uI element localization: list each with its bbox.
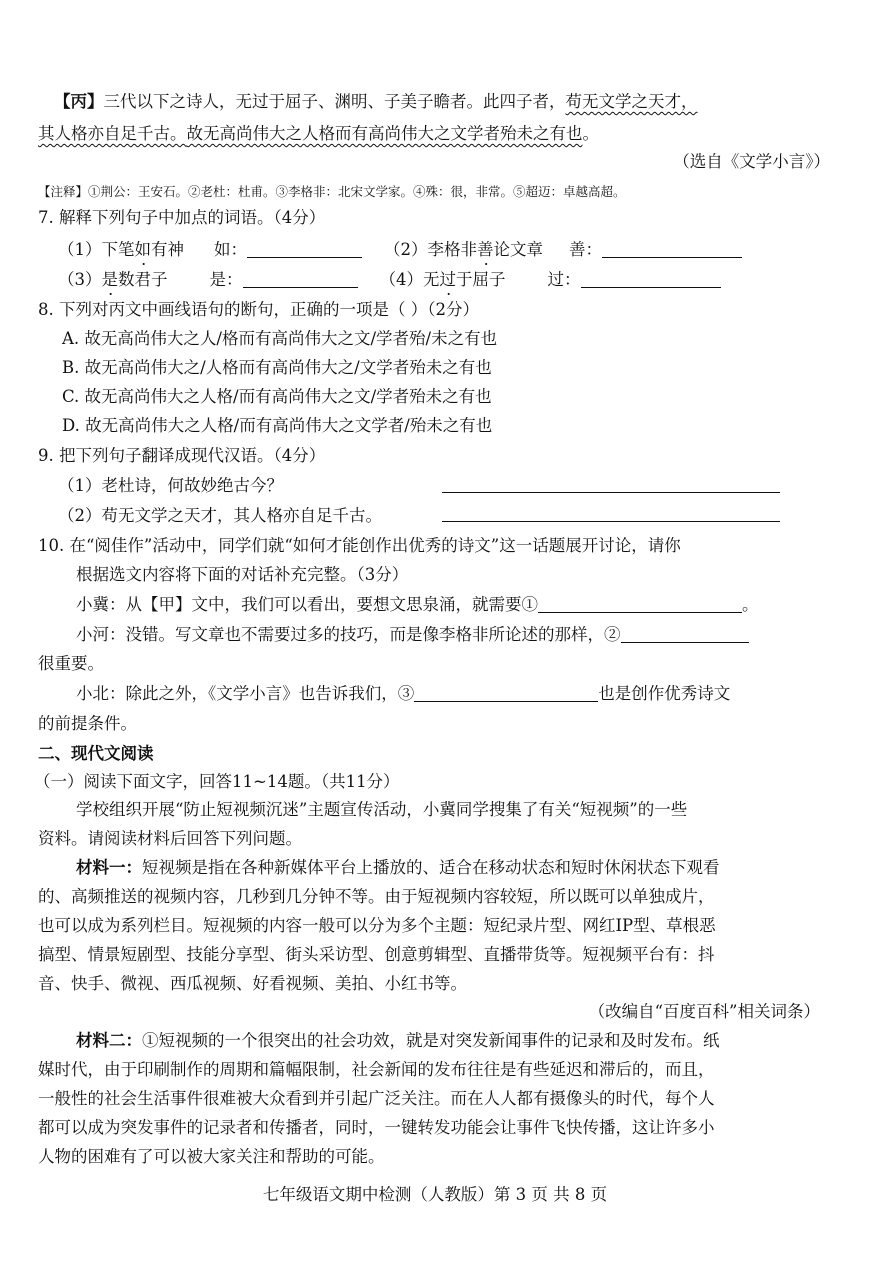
q7-row-1	[58, 238, 858, 262]
material-2-line-5: 人物的困难有了可以被大家关注和帮助的可能。	[38, 1147, 385, 1166]
q10-dialog-3	[76, 682, 870, 706]
bing-text-c: 其人格亦自足千古。	[38, 124, 187, 143]
material-1-source: （改编自“百度百科”相关词条）	[588, 1002, 820, 1021]
q10-dialog-1-text: 小冀：从【甲】文中，我们可以看出，要想文思泉涌，就需要①	[76, 595, 538, 614]
page-footer: 七年级语文期中检测（人教版）第 3 页 共 8 页	[262, 1185, 608, 1204]
material-1-line-4: 搞型、情景短剧型、技能分享型、街头采访型、创意剪辑型、直播带货等。短视频平台有：抖	[38, 945, 715, 964]
section-2-subtitle: （一）阅读下面文字，回答11~14题。（共11分）	[34, 772, 400, 791]
q7-item1-label: （1）下笔	[58, 240, 135, 259]
q7-item4-answer-blank[interactable]	[581, 269, 721, 288]
q9-sentence-2: （2）苟无文学之天才，其人格亦自足千古。	[58, 506, 382, 525]
q10-dialog-2	[76, 623, 870, 647]
bing-text-d: 故无高尚伟大之人格而有高尚伟大之文学者殆未之有也	[186, 124, 583, 143]
q10-stem-1: 10. 在“阅佳作”活动中，同学们就“如何才能创作出优秀的诗文”这一话题展开讨论，请你	[38, 536, 681, 555]
q8-option-c[interactable]: C. 故无高尚伟大之人格/而有高尚伟大之文/学者殆未之有也	[62, 387, 492, 406]
q8-option-b[interactable]: B. 故无高尚伟大之/人格而有高尚伟大之/文学者殆未之有也	[62, 358, 492, 377]
q10-answer-blank-3[interactable]	[414, 683, 598, 702]
q9-sentence-1: （1）老杜诗，何故妙绝古今？	[58, 476, 283, 495]
q9-answer-blank-2[interactable]	[442, 503, 780, 522]
q7-item3-key: 是：	[209, 270, 243, 289]
q7-item2-dot-word: 善	[477, 240, 494, 259]
q7-item1-rest: 有神	[151, 240, 184, 259]
material-2-text-1: ①短视频的一个很突出的社会功效，就是对突发新闻事件的记录和及时发布。纸	[142, 1031, 720, 1050]
material-2-line-3: 一般性的社会生活事件很难被大众看到并引起广泛关注。而在人人都有摄像头的时代，每个人	[38, 1089, 715, 1108]
material-1-text-1: 短视频是指在各种新媒体平台上播放的、适合在移动状态和短时休闲状态下观看	[142, 858, 720, 877]
q7-item3-rest: 数君子	[118, 270, 168, 289]
material-1-label: 材料一：	[76, 858, 142, 877]
material-2-line-1	[76, 1029, 870, 1053]
q10-dialog-3-cont: 的前提条件。	[38, 714, 137, 733]
bing-note: 【注释】①荆公：王安石。②老杜：杜甫。③李格非：北宋文学家。④殊：很，非常。⑤超迈：卓越高超。	[38, 184, 626, 199]
bing-text-b: 苟无文学之天才，	[565, 92, 698, 111]
material-1-line-3: 也可以成为系列栏目。短视频的内容一般可以分为多个主题：短纪录片型、网红IP型、草根恶	[38, 916, 716, 935]
q7-item4-key: 过：	[547, 270, 581, 289]
q10-dialog-2-cont: 很重要。	[38, 654, 104, 673]
q8-option-a[interactable]: A. 故无高尚伟大之人/格而有高尚伟大之文/学者殆/未之有也	[62, 329, 498, 348]
q7-row-2	[58, 268, 858, 292]
q7-item2-key: 善：	[569, 240, 602, 259]
section-2-title: 二、现代文阅读	[38, 744, 154, 763]
material-1-line-5: 音、快手、微视、西瓜视频、好看视频、美拍、小红书等。	[38, 974, 467, 993]
material-2-label: 材料二：	[76, 1031, 142, 1050]
q10-answer-blank-2[interactable]	[621, 624, 749, 643]
bing-text-e: 。	[582, 124, 599, 143]
q7-item4-dot-word: 过	[439, 270, 456, 289]
q7-item4-rest: 于屈子	[456, 270, 506, 289]
q10-dialog-1	[76, 593, 870, 617]
material-1-line-2: 的、高频推送的视频内容，几秒到几分钟不等。由于短视频内容较短，所以既可以单独成片，	[38, 887, 715, 906]
q10-stem-2: 根据选文内容将下面的对话补充完整。（3分）	[76, 565, 409, 584]
q7-item2-answer-blank[interactable]	[602, 239, 742, 258]
q7-item3-dot-word: 是	[101, 270, 118, 289]
q9-stem: 9. 把下列句子翻译成现代汉语。（4分）	[38, 446, 326, 465]
q8-option-d[interactable]: D. 故无高尚伟大之人格/而有高尚伟大之文学者/殆未之有也	[62, 416, 493, 435]
q7-item2-rest: 论文章	[493, 240, 543, 259]
q8-stem: 8. 下列对丙文中画线语句的断句，正确的一项是（ ）（2分）	[38, 300, 479, 319]
bing-text-a: 三代以下之诗人，无过于屈子、渊明、子美子瞻者。此四子者，	[103, 92, 566, 111]
q7-item4-label: （4）无	[379, 270, 440, 289]
material-2-line-4: 都可以成为突发事件的记录者和传播者，同时，一键转发功能会让事件飞快传播，这让许多小	[38, 1118, 715, 1137]
section-2-intro-2: 资料。请阅读材料后回答下列问题。	[38, 829, 302, 848]
q7-item1-dot-word: 如	[134, 240, 151, 259]
bing-line-1	[54, 90, 854, 114]
material-2-line-2: 媒时代，由于印刷制作的周期和篇幅限制，社会新闻的发布往往是有些延迟和滞后的，而且，	[38, 1060, 715, 1079]
q10-dialog-3-text: 小北：除此之外，《文学小言》也告诉我们，③	[76, 684, 415, 703]
q7-stem: 7. 解释下列句子中加点的词语。（4分）	[38, 208, 326, 227]
q10-dialog-3-end: 也是创作优秀诗文	[598, 684, 731, 703]
q10-dialog-1-end: 。	[742, 595, 759, 614]
q7-item3-label: （3）	[58, 270, 102, 289]
q7-item2-label: （2）李格非	[384, 240, 477, 259]
q7-item3-answer-blank[interactable]	[243, 269, 358, 288]
q7-item1-key: 如：	[214, 240, 247, 259]
q7-item1-answer-blank[interactable]	[247, 239, 362, 258]
material-1-line-1	[76, 856, 870, 880]
q10-answer-blank-1[interactable]	[538, 594, 742, 613]
bing-source: （选自《文学小言》）	[673, 152, 830, 171]
bing-tag: 【丙】	[54, 92, 104, 111]
section-2-intro-1: 学校组织开展“防止短视频沉迷”主题宣传活动，小冀同学搜集了有关“短视频”的一些	[76, 800, 688, 819]
bing-line-2	[38, 122, 838, 146]
q9-answer-blank-1[interactable]	[442, 474, 780, 493]
q10-dialog-2-text: 小河：没错。写文章也不需要过多的技巧，而是像李格非所论述的那样，②	[76, 625, 621, 644]
